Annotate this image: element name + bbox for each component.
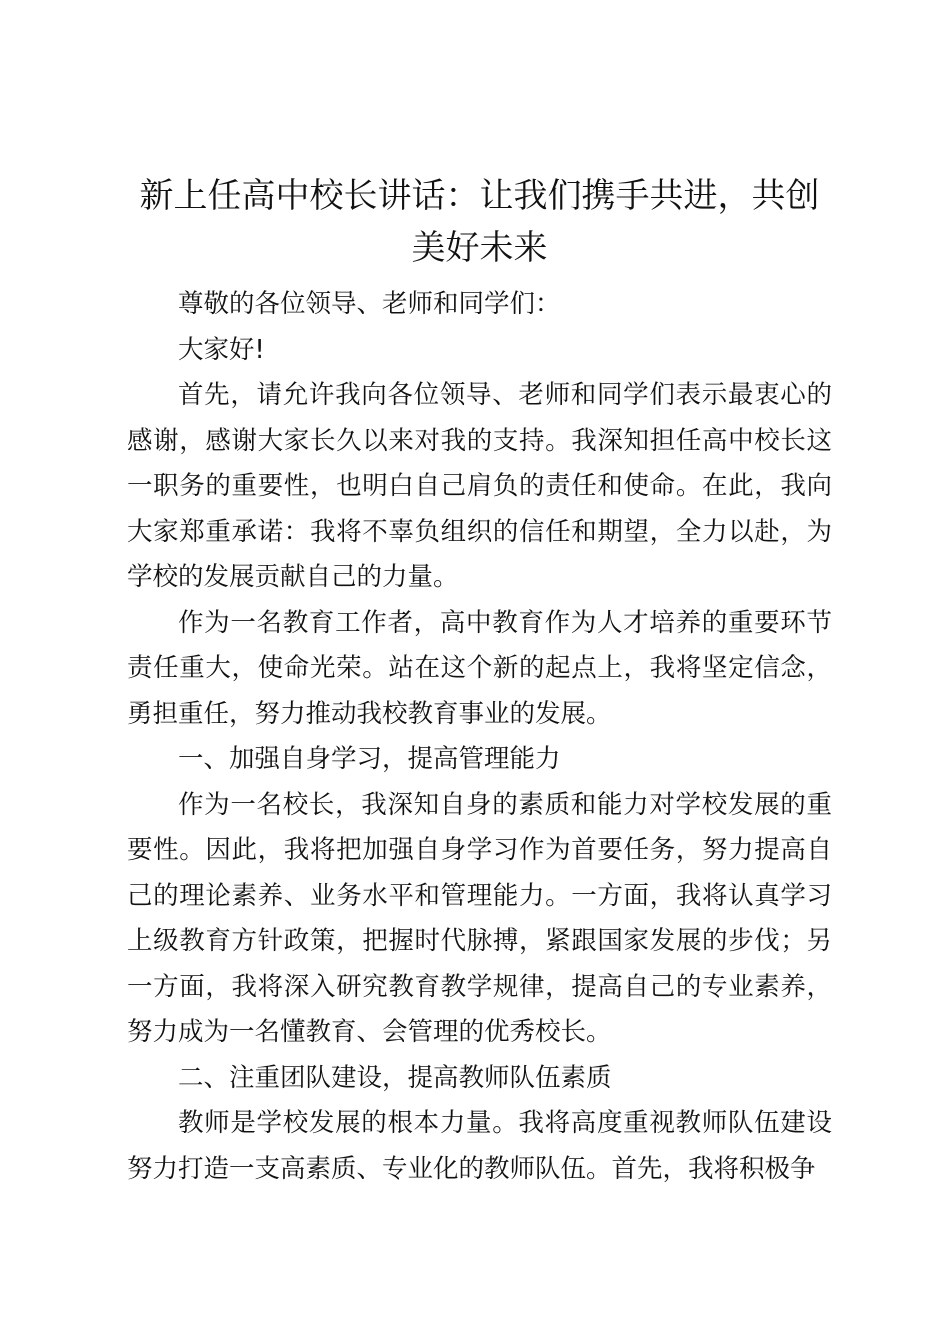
section-heading-2: 二、注重团队建设，提高教师队伍素质: [178, 1062, 612, 1093]
section-body-2: 教师是学校发展的根本力量。我将高度重视教师队伍建设努力打造一支高素质、专业化的教师队伍。首先，我将积极争: [127, 1108, 832, 1184]
section-heading-1: 一、加强自身学习，提高管理能力: [178, 744, 561, 774]
greeting: 大家好!: [178, 334, 265, 365]
salutation: 尊敬的各位领导、老师和同学们：: [178, 289, 561, 319]
document-title: 新上任高中校长讲话：让我们携手共进，共创美好未来: [139, 176, 820, 268]
section-body-1: 作为一名校长，我深知自身的素质和能力对学校发展的重要性。因此，我将把加强自身学习作为首要任务，努力提高自己的理论素养、业务水平和管理能力。一方面，我将认真学习上级教育方针政策，把握时代脉搏，紧跟国家发展的步伐；另一方面，我将深入研究教育教学规律，提高自己的专业素养，努力成为一名懂教育、会管理的优秀校长。: [127, 789, 832, 1047]
document-body: [127, 170, 832, 1192]
paragraph-mission: 作为一名教育工作者，高中教育作为人才培养的重要环节责任重大，使命光荣。站在这个新的起点上，我将坚定信念，勇担重任，努力推动我校教育事业的发展。: [127, 607, 832, 729]
paragraph-intro: 首先，请允许我向各位领导、老师和同学们表示最衷心的感谢，感谢大家长久以来对我的支持。我深知担任高中校长这一职务的重要性，也明白自己肩负的责任和使命。在此，我向大家郑重承诺：我将不辜负组织的信任和期望，全力以赴，为学校的发展贡献自己的力量。: [127, 380, 832, 592]
